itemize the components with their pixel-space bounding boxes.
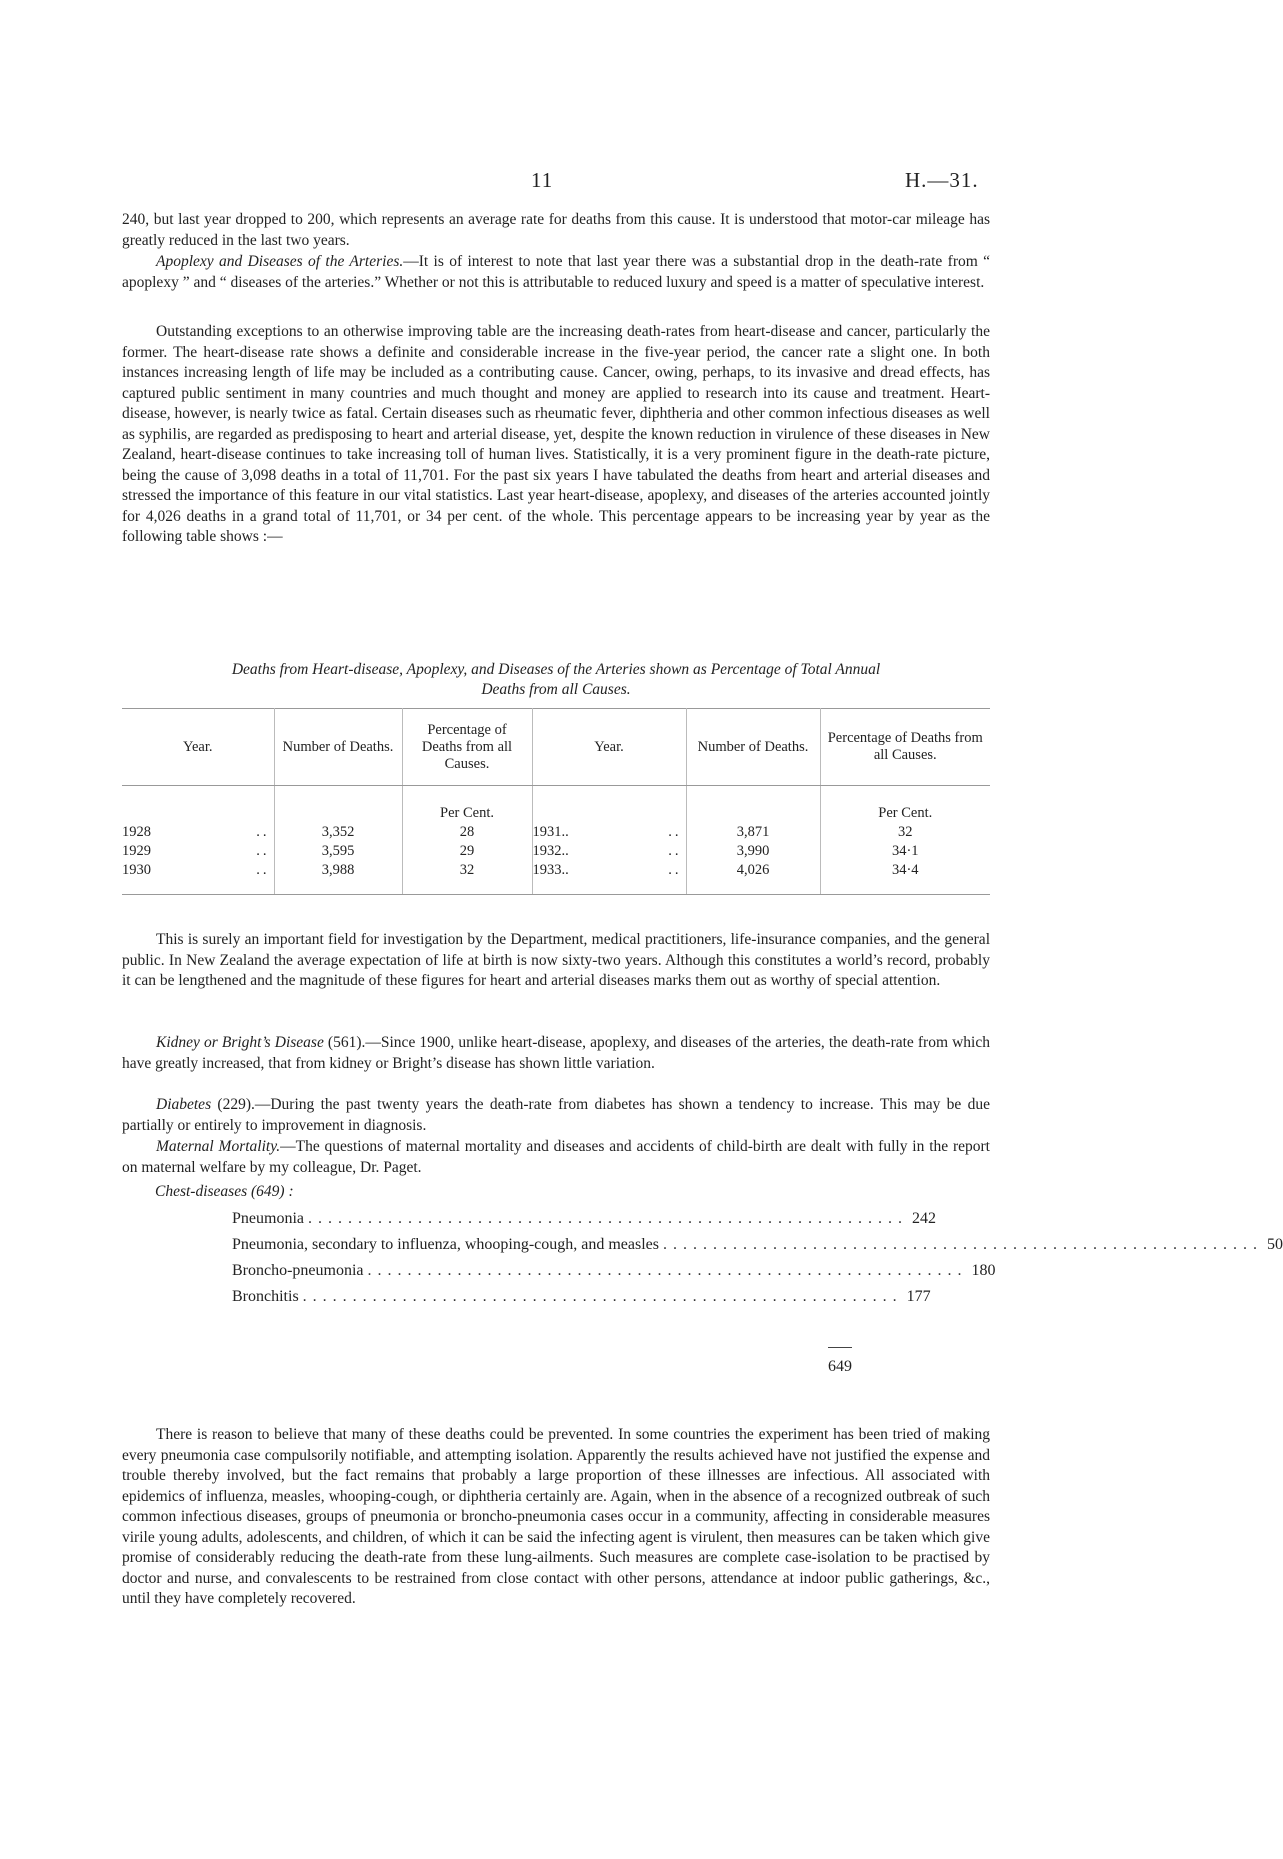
paragraph-kidney xyxy=(122,1033,990,1074)
paragraph-investigation: This is surely an important field for investigation by the Department, medical practitioners, life-insurance companies, and the general public. In New Zealand the average expectation of life at birth is now sixty-two years. Although this constitutes a world’s record, probably it can be lengthened and the magnitude of these figures for heart and arterial diseases marks them out as worthy of special attention. xyxy=(122,931,990,989)
percentage-cell: 32 xyxy=(898,824,913,840)
leader-dots: ............................................................ xyxy=(308,1210,908,1227)
maternal-text: —The questions of maternal mortality and diseases and accidents of child-birth are dealt with fully in the report on maternal welfare by my colleague, Dr. Paget. xyxy=(122,1138,990,1176)
maternal-heading: Maternal Mortality. xyxy=(156,1138,281,1155)
leader-dots: ............................................................ xyxy=(663,1236,1263,1253)
percentage-cell: 34·4 xyxy=(820,861,990,895)
leader-dots: .. xyxy=(668,843,682,859)
deaths-cell: 3,990 xyxy=(686,842,820,861)
paragraph-diabetes xyxy=(122,1095,990,1136)
paragraph-road-deaths: 240, but last year dropped to 200, which represents an average rate for deaths from this cause. It is understood that motor-car mileage has greatly reduced in the last two years. xyxy=(122,211,990,249)
page-number: 11 xyxy=(531,168,554,192)
header-percentage-b: Percentage of Deaths from all Causes. xyxy=(820,709,990,786)
leader-dots: .. xyxy=(256,843,270,859)
document-reference: H.—31. xyxy=(905,168,979,192)
year-cell: 1932.. xyxy=(532,843,569,859)
leader-dots: .. xyxy=(668,862,682,878)
list-item xyxy=(232,1288,931,1314)
kidney-text: (561).—Since 1900, unlike heart-disease, apoplexy, and diseases of the arteries, the death-rate from which have greatly increased, that from kidney or Bright’s disease has shown little variation. xyxy=(122,1034,990,1072)
disease-name: Bronchitis xyxy=(232,1288,299,1305)
disease-count: 180 xyxy=(971,1262,996,1279)
table-caption xyxy=(122,660,990,700)
apoplexy-heading: Apoplexy and Diseases of the Arteries. xyxy=(156,253,404,270)
year-cell: 1931.. xyxy=(532,824,569,840)
table-header-row xyxy=(122,709,990,786)
paragraph-apoplexy xyxy=(122,252,990,293)
kidney-heading: Kidney or Bright’s Disease xyxy=(156,1034,324,1051)
diabetes-heading: Diabetes xyxy=(156,1096,212,1113)
table-row xyxy=(122,861,990,895)
apoplexy-text: —It is of interest to note that last year there was a substantial drop in the death-rate from “ apoplexy ” and “ diseases of the arteries.” Whether or not this is attributable to reduced luxury and speed is a matter of speculative interest. xyxy=(122,253,991,291)
header-year-a: Year. xyxy=(122,709,274,786)
year-cell: 1929 xyxy=(122,843,151,859)
deaths-cell: 3,871 xyxy=(686,823,820,842)
leader-dots: .. xyxy=(256,824,270,840)
deaths-cell: 3,352 xyxy=(274,823,402,842)
year-cell: 1933.. xyxy=(532,862,569,878)
list-item xyxy=(232,1236,1283,1262)
header-year-b: Year. xyxy=(532,709,686,786)
year-cell: 1928 xyxy=(122,824,151,840)
disease-name: Pneumonia, secondary to influenza, whooping-cough, and measles xyxy=(232,1236,659,1253)
deaths-table xyxy=(122,708,990,895)
table-row xyxy=(122,823,990,842)
disease-count: 177 xyxy=(906,1288,931,1305)
unit-label-a: Per Cent. xyxy=(402,786,532,824)
percentage-cell: 28 xyxy=(402,823,532,842)
year-cell: 1930 xyxy=(122,862,151,878)
chest-diseases-heading: Chest-diseases (649) : xyxy=(155,1183,294,1200)
header-deaths-a: Number of Deaths. xyxy=(274,709,402,786)
leader-dots: .. xyxy=(668,824,682,840)
list-item xyxy=(232,1262,996,1288)
leader-dots: ............................................................ xyxy=(302,1288,903,1305)
unit-label-b: Per Cent. xyxy=(878,805,933,821)
header-deaths-b: Number of Deaths. xyxy=(686,709,820,786)
list-item xyxy=(232,1210,936,1236)
chest-diseases-total: 649 xyxy=(828,1358,852,1375)
chest-diseases-list xyxy=(232,1210,1283,1314)
total-rule xyxy=(828,1347,852,1348)
percentage-cell: 29 xyxy=(402,842,532,861)
deaths-cell: 3,988 xyxy=(274,861,402,895)
header-percentage-a: Percentage of Deaths from all Causes. xyxy=(402,709,532,786)
diabetes-text: (229).—During the past twenty years the death-rate from diabetes has shown a tendency to increase. This may be due partially or entirely to improvement in diagnosis. xyxy=(122,1096,990,1134)
table-caption-line-1: Deaths from Heart-disease, Apoplexy, and Diseases of the Arteries shown as Percentage of Total Annual xyxy=(231,661,881,678)
disease-count: 50 xyxy=(1267,1236,1283,1253)
paragraph-prevention: There is reason to believe that many of these deaths could be prevented. In some countries the experiment has been tried of making every pneumonia case compulsorily notifiable, and attempting isolation. Apparently the results achieved have not justified the expense and trouble thereby involved, but the fact remains that probably a large proportion of these illnesses are infectious. All associated with epidemics of influenza, measles, whooping-cough, or diphtheria certainly are. Again, when in the absence of a recognized outbreak of such common infectious diseases, groups of pneumonia or broncho-pneumonia cases occur in a community, affecting in considerable measures virile young adults, adolescents, and children, of which it can be said the infecting agent is virulent, then measures can be taken which give promise of considerably reducing the death-rate from these lung-ailments. Such measures are complete case-isolation to be practised by doctor and nurse, and convalescents to be restrained from close contact with other persons, attendance at indoor public gatherings, &c., until they have completely recovered. xyxy=(122,1426,990,1607)
leader-dots: ............................................................ xyxy=(367,1262,968,1279)
unit-row xyxy=(122,786,990,824)
disease-name: Broncho-pneumonia xyxy=(232,1262,364,1279)
table-caption-line-2: Deaths from all Causes. xyxy=(481,681,631,698)
deaths-cell: 3,595 xyxy=(274,842,402,861)
table-row xyxy=(122,842,990,861)
leader-dots: .. xyxy=(256,862,270,878)
paragraph-maternal xyxy=(122,1137,990,1178)
disease-name: Pneumonia xyxy=(232,1210,304,1227)
disease-count: 242 xyxy=(912,1210,936,1227)
percentage-cell: 32 xyxy=(402,861,532,895)
percentage-cell: 34·1 xyxy=(891,843,919,859)
paragraph-heart-disease: Outstanding exceptions to an otherwise improving table are the increasing death-rates from heart-disease and cancer, particularly the former. The heart-disease rate shows a definite and considerable increase in the five-year period, the cancer rate a slight one. In both instances increasing length of life may be included as a contributing cause. Cancer, owing, perhaps, to its invasive and dread effects, has captured public sentiment in many countries and much thought and money are applied to research into its cause and treatment. Heart-disease, however, is nearly twice as fatal. Certain diseases such as rheumatic fever, diphtheria and other common infectious diseases as well as syphilis, are regarded as predisposing to heart and arterial disease, yet, despite the known reduction in virulence of these diseases in New Zealand, heart-disease continues to take increasing toll of human lives. Statistically, it is a very prominent figure in the death-rate picture, being the cause of 3,098 deaths in a total of 11,701. For the past six years I have tabulated the deaths from heart and arterial diseases and stressed the importance of this feature in our vital statistics. Last year heart-disease, apoplexy, and diseases of the arteries accounted jointly for 4,026 deaths in a grand total of 11,701, or 34 per cent. of the whole. This percentage appears to be increasing year by year as the following table shows :— xyxy=(122,323,990,545)
deaths-cell: 4,026 xyxy=(686,861,820,895)
